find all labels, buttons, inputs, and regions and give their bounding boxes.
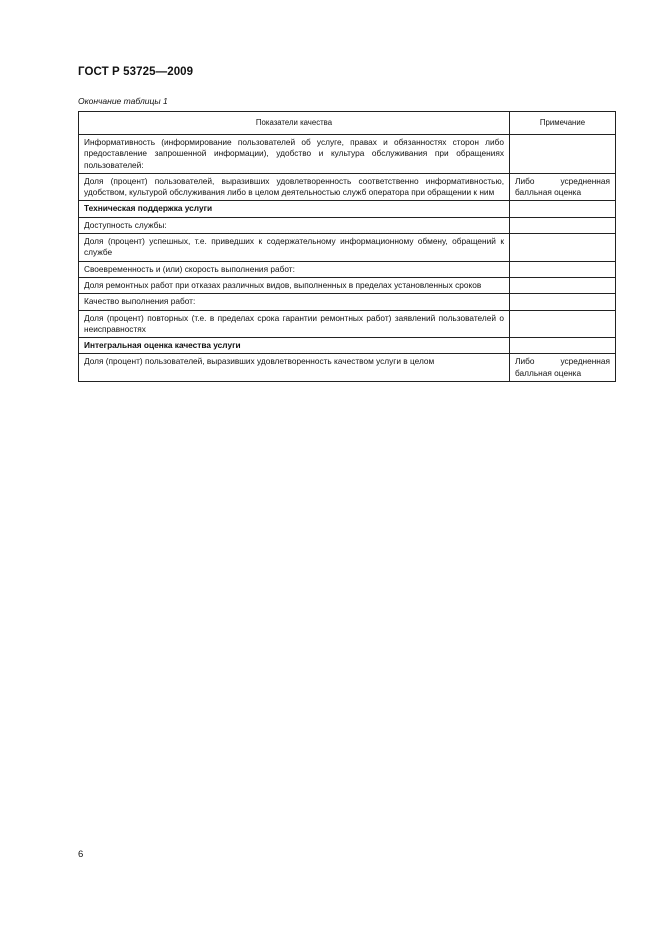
indicator-cell: Доля (процент) повторных (т.е. в пределах срока гарантии ремонтных работ) заявлений пользователей о неисправностях	[79, 310, 510, 338]
section-heading-cell: Техническая поддержка услуги	[79, 201, 510, 217]
note-cell	[510, 294, 616, 310]
column-header-note: Примечание	[510, 112, 616, 135]
quality-indicators-table	[78, 111, 616, 382]
table-caption: Окончание таблицы 1	[78, 96, 168, 106]
indicator-cell: Доля (процент) пользователей, выразивших удовлетворенность качеством услуги в целом	[79, 354, 510, 382]
document-code: ГОСТ Р 53725—2009	[78, 66, 194, 78]
indicator-cell: Качество выполнения работ:	[79, 294, 510, 310]
note-cell	[510, 217, 616, 233]
note-cell	[510, 234, 616, 262]
note-cell	[510, 310, 616, 338]
table-row	[79, 354, 616, 382]
indicator-cell: Своевременность и (или) скорость выполнения работ:	[79, 261, 510, 277]
indicator-cell: Доступность службы:	[79, 217, 510, 233]
table-section-row	[79, 338, 616, 354]
table-section-row	[79, 201, 616, 217]
table-row	[79, 217, 616, 233]
table-header-row	[79, 112, 616, 135]
note-cell	[510, 201, 616, 217]
note-cell	[510, 261, 616, 277]
indicator-cell: Информативность (информирование пользователей об услуге, правах и обязанностях сторон либо предоставление запрошенной информации), удобство и культура обслуживания при обращениях пользователей:	[79, 135, 510, 174]
column-header-indicators: Показатели качества	[79, 112, 510, 135]
page-number: 6	[78, 849, 84, 860]
table-row	[79, 234, 616, 262]
table-row	[79, 310, 616, 338]
indicator-cell: Доля (процент) пользователей, выразивших удовлетворенность соответственно информативностью, удобством, культурой обслуживания либо в целом деятельностью служб оператора при обращении к ним	[79, 173, 510, 201]
note-cell: Либо усредненная балльная оценка	[510, 173, 616, 201]
table-row	[79, 294, 616, 310]
indicator-cell: Доля ремонтных работ при отказах различных видов, выполненных в пределах установленных сроков	[79, 277, 510, 293]
table-row	[79, 135, 616, 174]
table-row	[79, 261, 616, 277]
note-cell	[510, 135, 616, 174]
table-row	[79, 277, 616, 293]
note-cell: Либо усредненная балльная оценка	[510, 354, 616, 382]
indicator-cell: Доля (процент) успешных, т.е. приведших к содержательному информационному обмену, обращений к службе	[79, 234, 510, 262]
section-heading-cell: Интегральная оценка качества услуги	[79, 338, 510, 354]
note-cell	[510, 338, 616, 354]
note-cell	[510, 277, 616, 293]
table-row	[79, 173, 616, 201]
